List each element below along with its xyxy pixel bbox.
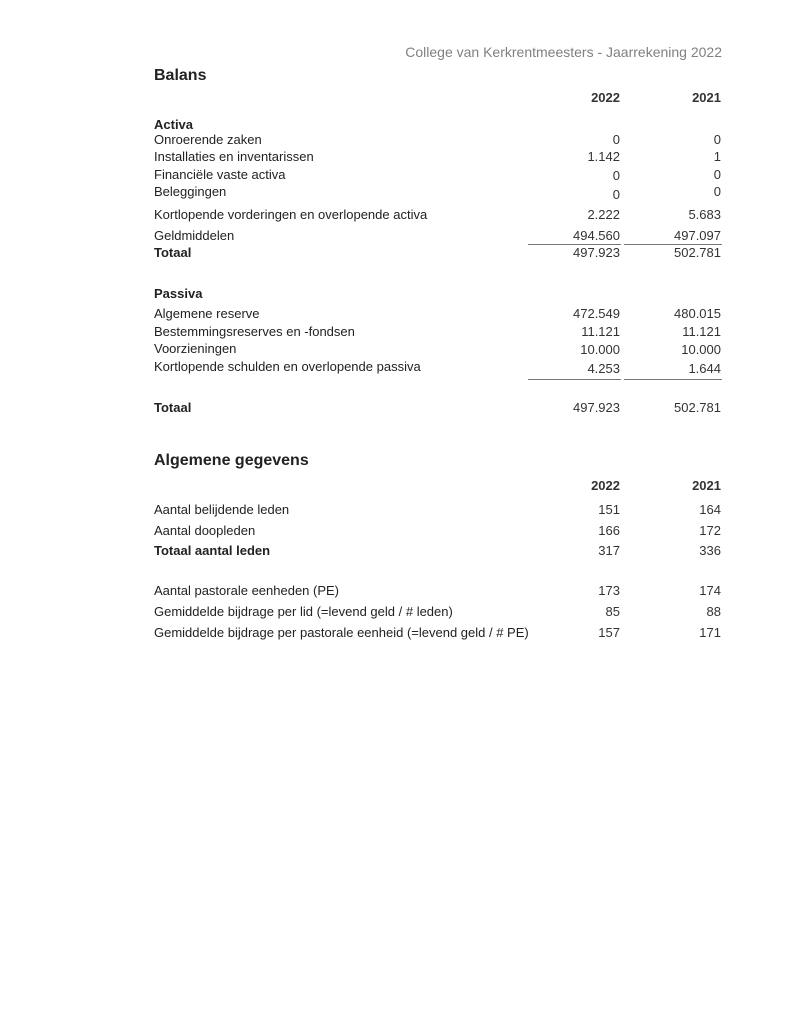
activa-row-2022: 1.142 <box>587 149 620 164</box>
gegevens-row-2022: 166 <box>598 523 620 538</box>
activa-row-2021: 1 <box>713 149 721 164</box>
balans-col-2021: 2021 <box>692 90 721 105</box>
balans-col-2022: 2022 <box>591 90 620 105</box>
passiva-row-label: Algemene reserve <box>154 306 260 321</box>
activa-row-label: Beleggingen <box>154 184 227 199</box>
gegevens-row-2021: 164 <box>699 502 721 517</box>
activa-row-2021: 0 <box>713 184 721 199</box>
activa-row-label: Kortlopende vorderingen en overlopende activa <box>154 207 428 222</box>
passiva-row-2021: 480.015 <box>674 306 721 321</box>
passiva-row-label: Kortlopende schulden en overlopende passiva <box>154 359 421 374</box>
gegevens-row-label: Gemiddelde bijdrage per pastorale eenheid (=levend geld / # PE) <box>154 625 529 640</box>
activa-total-label: Totaal <box>154 245 192 260</box>
gegevens-title: Algemene gegevens <box>154 452 309 469</box>
gegevens-row-2021: 171 <box>699 625 721 640</box>
passiva-subtotal-line-2021 <box>624 379 722 380</box>
document-header: College van Kerkrentmeesters - Jaarrekening 2022 <box>405 44 722 60</box>
passiva-row-2022: 4.253 <box>587 361 620 376</box>
passiva-total-2022: 497.923 <box>573 400 620 415</box>
passiva-row-2022: 10.000 <box>580 342 620 357</box>
passiva-row-label: Voorzieningen <box>154 341 237 356</box>
activa-row-label: Installaties en inventarissen <box>154 149 314 164</box>
balans-title: Balans <box>154 67 207 84</box>
gegevens-row-2022: 151 <box>598 502 620 517</box>
gegevens-row-label: Gemiddelde bijdrage per lid (=levend geld / # leden) <box>154 604 453 619</box>
activa-row-label: Geldmiddelen <box>154 228 235 243</box>
activa-row-2022: 0 <box>612 168 620 183</box>
activa-row-2022: 494.560 <box>573 228 620 243</box>
activa-row-2021: 5.683 <box>688 207 721 222</box>
gegevens-col-2022: 2022 <box>591 478 620 493</box>
passiva-row-label: Bestemmingsreserves en -fondsen <box>154 324 355 339</box>
gegevens-col-2021: 2021 <box>692 478 721 493</box>
gegevens-row-2022: 85 <box>605 604 620 619</box>
activa-row-2021: 0 <box>713 167 721 182</box>
passiva-total-label: Totaal <box>154 400 192 415</box>
passiva-total-2021: 502.781 <box>674 400 721 415</box>
passiva-subtotal-line-2022 <box>528 379 621 380</box>
activa-row-2021: 0 <box>713 132 721 147</box>
gegevens-row-2022: 157 <box>598 625 620 640</box>
activa-row-2022: 2.222 <box>587 207 620 222</box>
passiva-title: Passiva <box>154 286 203 301</box>
gegevens-total-2022: 317 <box>598 543 620 558</box>
gegevens-row-2021: 88 <box>706 604 721 619</box>
passiva-row-2021: 11.121 <box>682 324 721 339</box>
activa-row-2022: 0 <box>612 132 620 147</box>
gegevens-row-2021: 174 <box>699 583 721 598</box>
gegevens-row-label: Aantal belijdende leden <box>154 502 290 517</box>
passiva-row-2021: 1.644 <box>688 361 721 376</box>
gegevens-row-label: Aantal doopleden <box>154 523 256 538</box>
gegevens-row-2021: 172 <box>699 523 721 538</box>
activa-total-2022: 497.923 <box>573 245 620 260</box>
gegevens-total-label: Totaal aantal leden <box>154 543 271 558</box>
activa-row-label: Financiële vaste activa <box>154 167 286 182</box>
passiva-row-2021: 10.000 <box>681 342 721 357</box>
gegevens-row-label: Aantal pastorale eenheden (PE) <box>154 583 340 598</box>
activa-title: Activa <box>154 117 194 132</box>
passiva-row-2022: 472.549 <box>573 306 620 321</box>
activa-row-2021: 497.097 <box>674 228 721 243</box>
activa-row-2022: 0 <box>612 187 620 202</box>
gegevens-total-2021: 336 <box>699 543 721 558</box>
activa-total-2021: 502.781 <box>674 245 721 260</box>
gegevens-row-2022: 173 <box>598 583 620 598</box>
activa-row-label: Onroerende zaken <box>154 132 262 147</box>
passiva-row-2022: 11.121 <box>581 324 620 339</box>
